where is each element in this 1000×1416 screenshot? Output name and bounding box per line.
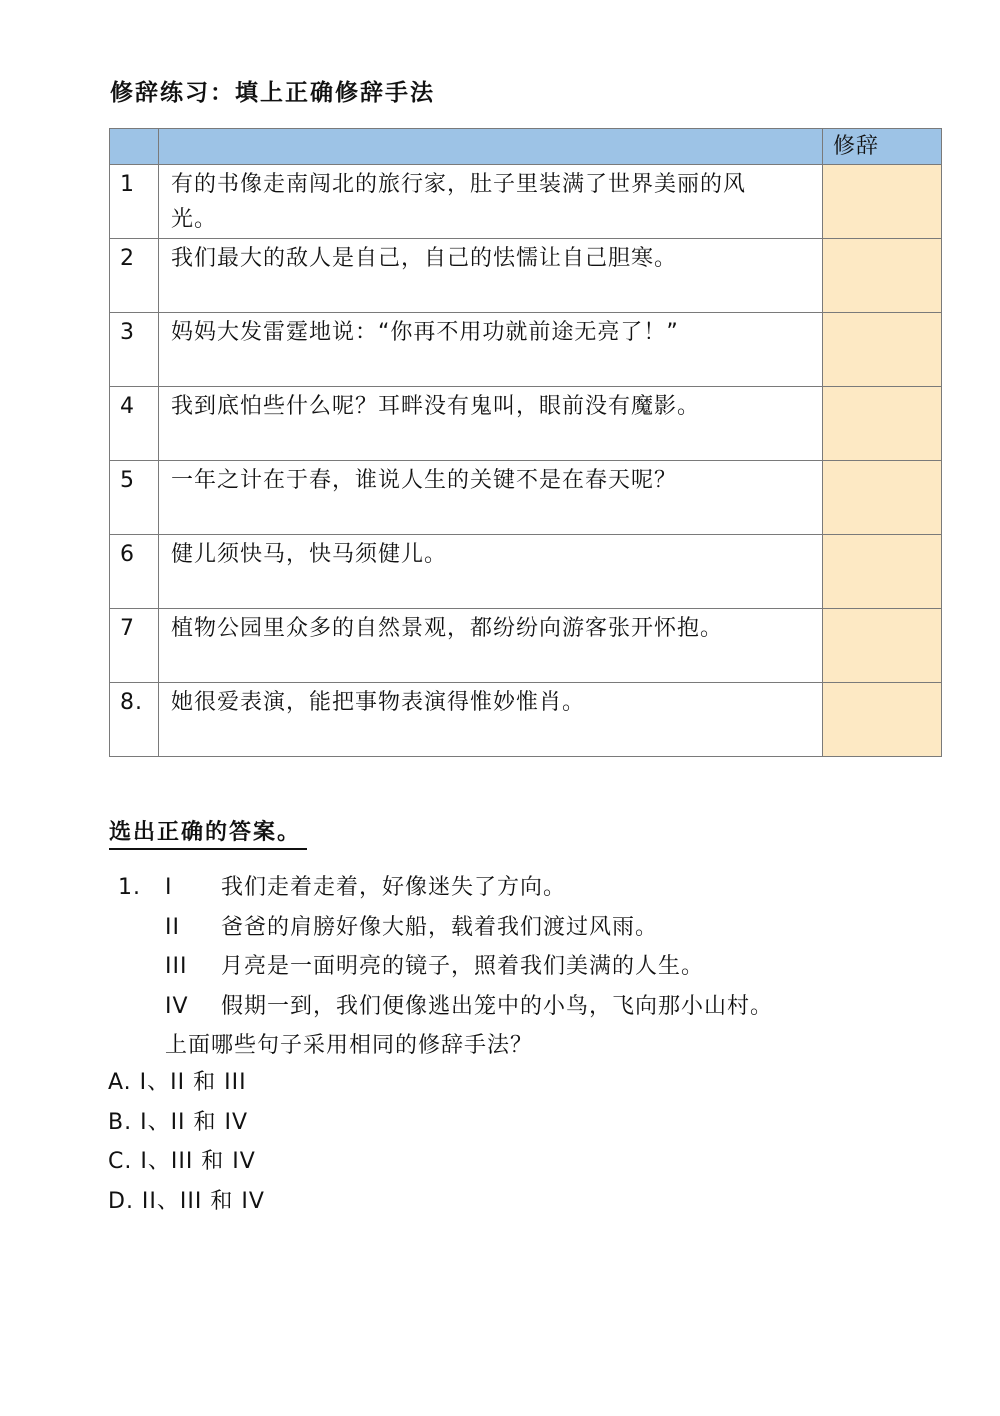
question-item	[118, 868, 773, 908]
header-sentence-cell	[159, 129, 823, 165]
row-sentence: 健儿须快马，快马须健儿。	[159, 535, 823, 609]
answer-cell[interactable]	[823, 239, 942, 313]
table-row	[110, 535, 942, 609]
table-row	[110, 165, 942, 239]
answer-cell[interactable]	[823, 313, 942, 387]
row-number: 4	[110, 387, 159, 461]
roman-numeral: I	[165, 875, 173, 900]
row-number: 5	[110, 461, 159, 535]
question-sentence: 假期一到，我们便像逃出笼中的小鸟，飞向那小山村。	[221, 993, 774, 1019]
question-number: 1.	[118, 875, 141, 900]
page-title: 修辞练习：填上正确修辞手法	[110, 80, 435, 106]
row-sentence: 有的书像走南闯北的旅行家，肚子里装满了世界美丽的风光。	[159, 165, 823, 239]
question-sentence: 爸爸的肩膀好像大船，载着我们渡过风雨。	[221, 914, 659, 940]
question-sentence: 月亮是一面明亮的镜子，照着我们美满的人生。	[221, 954, 705, 979]
question-prompt	[118, 1026, 773, 1066]
answer-cell[interactable]	[823, 535, 942, 609]
answer-cell[interactable]	[823, 387, 942, 461]
answer-options	[108, 1063, 265, 1221]
question-sentence: 我们走着走着，好像迷失了方向。	[221, 875, 567, 900]
table-header-row	[110, 129, 942, 165]
row-sentence: 我们最大的敌人是自己，自己的怯懦让自己胆寒。	[159, 239, 823, 313]
row-number: 3	[110, 313, 159, 387]
question-block	[118, 868, 773, 1066]
option-a[interactable]: A. I、II 和 III	[108, 1070, 247, 1095]
answer-cell[interactable]	[823, 461, 942, 535]
row-sentence: 她很爱表演，能把事物表演得惟妙惟肖。	[159, 683, 823, 757]
table-row	[110, 313, 942, 387]
roman-numeral: III	[165, 954, 188, 979]
table-row	[110, 387, 942, 461]
answer-cell[interactable]	[823, 609, 942, 683]
row-sentence: 一年之计在于春，谁说人生的关键不是在春天呢？	[159, 461, 823, 535]
option-b[interactable]: B. I、II 和 IV	[108, 1109, 249, 1135]
row-number: 8.	[110, 683, 159, 757]
row-sentence: 妈妈大发雷霆地说：“你再不用功就前途无亮了！”	[159, 313, 823, 387]
question-item	[118, 987, 773, 1027]
table-row	[110, 239, 942, 313]
table-row	[110, 683, 942, 757]
option-c[interactable]: C. I、III 和 IV	[108, 1149, 256, 1174]
rhetoric-table	[109, 128, 942, 757]
row-number: 1	[110, 165, 159, 239]
table-row	[110, 609, 942, 683]
header-num-cell	[110, 129, 159, 165]
row-number: 6	[110, 535, 159, 609]
roman-numeral: II	[165, 914, 180, 940]
header-rhetoric-cell: 修辞	[823, 129, 942, 165]
roman-numeral: IV	[165, 993, 189, 1019]
question-prompt-text: 上面哪些句子采用相同的修辞手法？	[165, 1033, 534, 1058]
row-sentence: 植物公园里众多的自然景观，都纷纷向游客张开怀抱。	[159, 609, 823, 683]
answer-cell[interactable]	[823, 165, 942, 239]
table-row	[110, 461, 942, 535]
question-item	[118, 947, 773, 987]
row-number: 7	[110, 609, 159, 683]
answer-cell[interactable]	[823, 683, 942, 757]
row-sentence: 我到底怕些什么呢？耳畔没有鬼叫，眼前没有魔影。	[159, 387, 823, 461]
question-item	[118, 908, 773, 948]
row-number: 2	[110, 239, 159, 313]
option-d[interactable]: D. II、III 和 IV	[108, 1188, 265, 1214]
section-title: 选出正确的答案。	[109, 815, 307, 850]
